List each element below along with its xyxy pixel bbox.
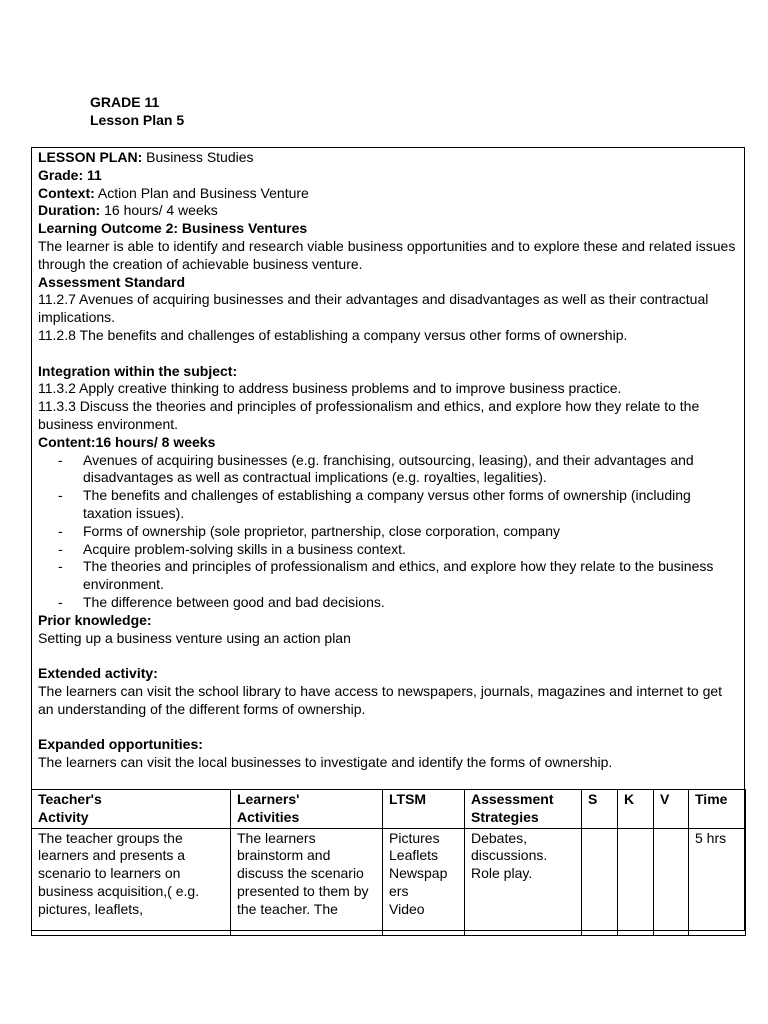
content-list bbox=[38, 452, 738, 612]
cell-time: 5 hrs bbox=[689, 828, 746, 935]
lesson-plan-line bbox=[38, 149, 738, 167]
grade-heading: GRADE 11 bbox=[90, 94, 160, 110]
cell-s bbox=[582, 828, 618, 935]
extended-activity-label: Extended activity: bbox=[38, 665, 158, 682]
lesson-plan-heading: Lesson Plan 5 bbox=[90, 112, 185, 128]
header-ltsm: LTSM bbox=[383, 790, 465, 829]
integration-item: 11.3.3 Discuss the theories and principles of professionalism and ethics, and explore how they relate to the business environment. bbox=[38, 398, 700, 432]
cell-ltsm: Pictures Leaflets Newspap ers Video bbox=[383, 828, 465, 935]
cell-assessment-strategies: Debates, discussions. Role play. bbox=[465, 828, 582, 935]
lesson-plan-box bbox=[31, 147, 745, 931]
expanded-opportunities-label: Expanded opportunities: bbox=[38, 736, 203, 753]
content-label: Content:16 hours/ 8 weeks bbox=[38, 433, 216, 450]
cell-teacher-activity: The teacher groups the learners and presents a scenario to learners on business acquisition,( e.g. pictures, leaflets, bbox=[32, 828, 231, 935]
duration-line bbox=[38, 202, 738, 220]
lesson-plan-body bbox=[38, 149, 738, 772]
spacer bbox=[38, 345, 738, 363]
content-list-item: - Avenues of acquiring businesses (e.g. franchising, outsourcing, leasing), and their advantages and disadvantages as well as contractual implications (e.g. royalties, legalities). bbox=[58, 452, 738, 488]
header-learners-activities: Learners' Activities bbox=[231, 790, 383, 829]
standard-item: 11.2.7 Avenues of acquiring businesses and their advantages and disadvantages as well as their contractual implications. bbox=[38, 291, 709, 326]
extended-activity-text: The learners can visit the school library to have access to newspapers, journals, magazines and internet to get an understanding of the different forms of ownership. bbox=[38, 682, 723, 717]
prior-knowledge-text: Setting up a business venture using an action plan bbox=[38, 629, 351, 646]
header-s: S bbox=[582, 790, 618, 829]
cell-k bbox=[618, 828, 654, 935]
expanded-opportunities-text: The learners can visit the local businesses to investigate and identify the forms of ownership. bbox=[38, 754, 613, 771]
cell-v bbox=[654, 828, 689, 935]
spacer bbox=[38, 647, 738, 665]
duration-label: Duration: bbox=[38, 202, 101, 219]
table-header-row bbox=[32, 790, 746, 829]
standard-item: 11.2.8 The benefits and challenges of establishing a company versus other forms of ownership. bbox=[38, 326, 628, 343]
spacer bbox=[38, 719, 738, 737]
document-heading bbox=[90, 93, 184, 129]
context-value: Action Plan and Business Venture bbox=[94, 184, 309, 201]
standard-label: Assessment Standard bbox=[38, 273, 186, 290]
header-v: V bbox=[654, 790, 689, 829]
integration-item: 11.3.2 Apply creative thinking to address business problems and to improve business practice. bbox=[38, 380, 622, 397]
header-time: Time bbox=[689, 790, 746, 829]
context-line bbox=[38, 185, 738, 203]
content-list-item: - Forms of ownership (sole proprietor, partnership, close corporation, company bbox=[58, 523, 738, 541]
content-list-item: - Acquire problem-solving skills in a business context. bbox=[58, 541, 738, 559]
content-list-item: - The theories and principles of professionalism and ethics, and explore how they relate to the business environment. bbox=[58, 558, 738, 594]
duration-value: 16 hours/ 4 weeks bbox=[100, 202, 218, 219]
header-k: K bbox=[618, 790, 654, 829]
activity-table bbox=[31, 789, 746, 936]
context-label: Context: bbox=[38, 184, 95, 201]
cell-learners-activities: The learners brainstorm and discuss the scenario presented to them by the teacher. The bbox=[231, 828, 383, 935]
outcome-label: Learning Outcome 2: Business Ventures bbox=[38, 220, 308, 237]
table-row bbox=[32, 828, 746, 935]
grade-label: Grade: 11 bbox=[38, 166, 102, 183]
outcome-text: The learner is able to identify and research viable business opportunities and to explore these and related issues through the creation of achievable business venture. bbox=[38, 237, 736, 272]
integration-label: Integration within the subject: bbox=[38, 362, 238, 379]
content-list-item: - The difference between good and bad decisions. bbox=[58, 594, 738, 612]
content-list-item: - The benefits and challenges of establishing a company versus other forms of ownership (including taxation issues). bbox=[58, 487, 738, 523]
header-teacher-activity: Teacher's Activity bbox=[32, 790, 231, 829]
header-assessment-strategies: Assessment Strategies bbox=[465, 790, 582, 829]
lesson-plan-value: Business Studies bbox=[142, 149, 254, 165]
prior-knowledge-label: Prior knowledge: bbox=[38, 611, 152, 628]
lesson-plan-label: LESSON PLAN: bbox=[38, 149, 143, 165]
